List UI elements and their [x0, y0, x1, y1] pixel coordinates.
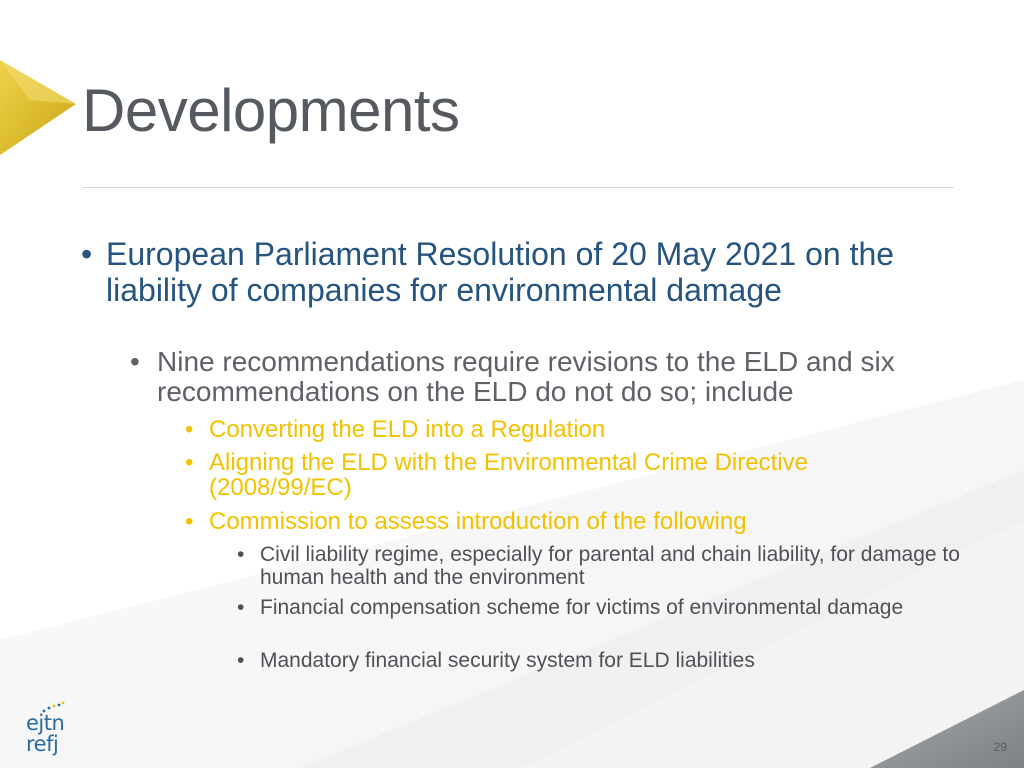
bullet-level3 — [185, 508, 929, 535]
ejtn-logo — [26, 700, 78, 760]
bullet-marker: • — [81, 236, 93, 272]
bullet-level2 — [130, 346, 957, 407]
page-number: 29 — [993, 740, 1007, 754]
logo-text-top: ejtn — [26, 711, 65, 735]
bullet-marker: • — [185, 449, 194, 476]
slide-title: Developments — [82, 77, 460, 144]
bullet-text: Aligning the ELD with the Environmental Crime Directive (2008/99/EC) — [209, 449, 808, 501]
bullet-text: Mandatory financial security system for ELD liabilities — [260, 649, 755, 672]
logo-text-bottom: refj — [26, 732, 59, 756]
bullet-level3 — [185, 416, 929, 443]
bullet-level4 — [237, 649, 960, 672]
bullet-marker: • — [237, 543, 245, 566]
bullet-level3 — [185, 449, 929, 501]
bullet-level4 — [237, 543, 960, 589]
bullet-text: Civil liability regime, especially for parental and chain liability, for damage to human health and the environment — [260, 543, 960, 589]
bullet-level4 — [237, 596, 960, 619]
bullet-marker: • — [185, 416, 194, 443]
bullet-text: Commission to assess introduction of the following — [209, 508, 747, 535]
bullet-text: European Parliament Resolution of 20 May 2021 on the liability of companies for environmental damage — [106, 236, 895, 308]
bullet-text: Converting the ELD into a Regulation — [209, 416, 606, 443]
bullet-level1 — [81, 236, 936, 308]
bullet-marker: • — [185, 508, 194, 535]
bullet-text: Financial compensation scheme for victims of environmental damage — [260, 596, 904, 619]
bullet-text: Nine recommendations require revisions to the ELD and six recommendations on the ELD do not do so; include — [157, 346, 895, 407]
bullet-marker: • — [237, 596, 245, 619]
bullet-marker: • — [237, 649, 245, 672]
bullet-marker: • — [130, 346, 140, 377]
